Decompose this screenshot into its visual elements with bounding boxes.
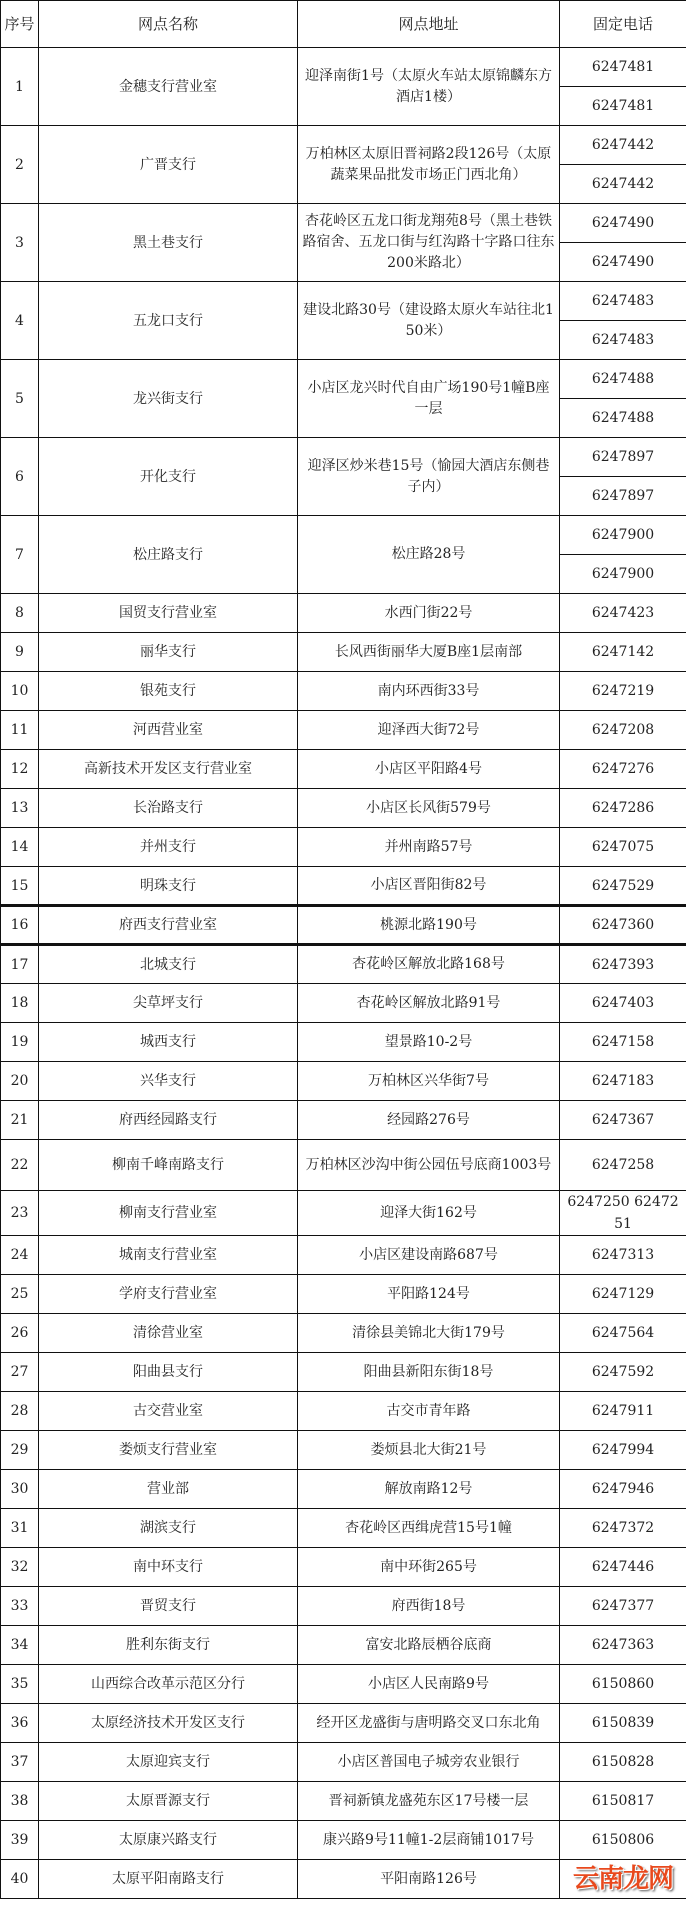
row-number: 27 [1,1353,39,1392]
branch-address: 平阳南路126号 [298,1860,560,1899]
branch-address: 小店区长风街579号 [298,789,560,828]
branch-name: 太原迎宾支行 [39,1743,298,1782]
branch-address: 建设北路30号（建设路太原火车站往北150米） [298,282,560,360]
branch-name: 北城支行 [39,945,298,984]
table-row [1,633,686,672]
table-row [1,1236,686,1275]
branch-address: 小店区龙兴时代自由广场190号1幢B座一层 [298,360,560,438]
branch-name: 古交营业室 [39,1392,298,1431]
branch-phone: 6247250 6247251 [560,1191,686,1236]
branch-phone: 6247490 [560,243,686,282]
branch-phone: 6247360 [560,906,686,945]
table-row [1,1470,686,1509]
row-number: 19 [1,1023,39,1062]
table-row [1,1509,686,1548]
branch-name: 广晋支行 [39,126,298,204]
branch-phone: 6247158 [560,1023,686,1062]
branch-name: 并州支行 [39,828,298,867]
branch-phone: 6150828 [560,1743,686,1782]
row-number: 37 [1,1743,39,1782]
branch-name: 高新技术开发区支行营业室 [39,750,298,789]
branch-name: 明珠支行 [39,867,298,906]
branch-phone: 6247276 [560,750,686,789]
table-row [1,1140,686,1191]
header-address: 网点地址 [298,1,560,48]
row-number: 6 [1,438,39,516]
branch-name: 河西营业室 [39,711,298,750]
table-body [1,48,686,1899]
row-number: 10 [1,672,39,711]
table-row [1,1314,686,1353]
branch-address: 迎泽西大街72号 [298,711,560,750]
branch-address: 杏花岭区西缉虎营15号1幢 [298,1509,560,1548]
branch-phone: 6150806 [560,1821,686,1860]
table-row [1,438,686,477]
branch-phone: 6247897 [560,438,686,477]
table-row [1,672,686,711]
branch-name: 阳曲县支行 [39,1353,298,1392]
branch-name: 晋贸支行 [39,1587,298,1626]
branch-address: 古交市青年路 [298,1392,560,1431]
row-number: 25 [1,1275,39,1314]
row-number: 20 [1,1062,39,1101]
header-no: 序号 [1,1,39,48]
row-number: 35 [1,1665,39,1704]
branch-phone: 6247488 [560,360,686,399]
branch-phone: 6247183 [560,1062,686,1101]
table-row [1,1275,686,1314]
branch-name: 龙兴街支行 [39,360,298,438]
branch-phone: 6247219 [560,672,686,711]
branch-phone: 6247075 [560,828,686,867]
branch-name: 营业部 [39,1470,298,1509]
branch-name: 娄烦支行营业室 [39,1431,298,1470]
table-row [1,789,686,828]
row-number: 5 [1,360,39,438]
branch-name: 太原晋源支行 [39,1782,298,1821]
branch-address: 桃源北路190号 [298,906,560,945]
branch-address: 南中环街265号 [298,1548,560,1587]
branch-address: 晋祠新镇龙盛苑东区17号楼一层 [298,1782,560,1821]
row-number: 28 [1,1392,39,1431]
branch-address: 清徐县美锦北大街179号 [298,1314,560,1353]
table-row [1,516,686,555]
row-number: 22 [1,1140,39,1191]
branch-name: 城西支行 [39,1023,298,1062]
table-row [1,204,686,243]
branch-phone: 6247372 [560,1509,686,1548]
row-number: 21 [1,1101,39,1140]
row-number: 36 [1,1704,39,1743]
table-row [1,1860,686,1899]
branch-phone: 6247488 [560,399,686,438]
row-number: 12 [1,750,39,789]
branch-name: 黑土巷支行 [39,204,298,282]
branch-address: 万柏林区太原旧晋祠路2段126号（太原蔬菜果品批发市场正门西北角） [298,126,560,204]
table-row [1,594,686,633]
row-number: 30 [1,1470,39,1509]
branch-phone [560,1860,686,1899]
branch-address: 水西门街22号 [298,594,560,633]
branch-name: 丽华支行 [39,633,298,672]
branch-phone: 6247564 [560,1314,686,1353]
branch-address: 松庄路28号 [298,516,560,594]
branch-address: 小店区建设南路687号 [298,1236,560,1275]
table-row [1,48,686,87]
watermark-logo: 云南龙网 [572,1864,673,1894]
branch-phone: 6247446 [560,1548,686,1587]
table-row [1,906,686,945]
branch-address: 小店区普国电子城旁农业银行 [298,1743,560,1782]
branch-phone: 6247592 [560,1353,686,1392]
row-number: 31 [1,1509,39,1548]
branch-phone: 6247900 [560,516,686,555]
table-row [1,360,686,399]
branch-address: 康兴路9号11幢1-2层商铺1017号 [298,1821,560,1860]
row-number: 18 [1,984,39,1023]
branch-phone: 6247423 [560,594,686,633]
branch-phone: 6247900 [560,555,686,594]
table-row [1,828,686,867]
branch-address: 小店区人民南路9号 [298,1665,560,1704]
row-number: 39 [1,1821,39,1860]
table-row [1,1392,686,1431]
branch-address: 小店区平阳路4号 [298,750,560,789]
row-number: 14 [1,828,39,867]
branch-phone: 6247481 [560,87,686,126]
branch-address: 解放南路12号 [298,1470,560,1509]
table-row [1,1353,686,1392]
table-row [1,1191,686,1236]
branch-address: 杏花岭区解放北路91号 [298,984,560,1023]
branch-address: 小店区晋阳街82号 [298,867,560,906]
branch-name: 学府支行营业室 [39,1275,298,1314]
branch-name: 湖滨支行 [39,1509,298,1548]
branch-address: 府西街18号 [298,1587,560,1626]
branch-address: 长风西街丽华大厦B座1层南部 [298,633,560,672]
row-number: 33 [1,1587,39,1626]
branch-address: 平阳路124号 [298,1275,560,1314]
branch-phone: 6247442 [560,165,686,204]
branch-address: 万柏林区沙沟中街公园伍号底商1003号 [298,1140,560,1191]
row-number: 1 [1,48,39,126]
branch-name: 太原平阳南路支行 [39,1860,298,1899]
row-number: 9 [1,633,39,672]
branch-name: 银苑支行 [39,672,298,711]
table-row [1,1743,686,1782]
branch-address: 阳曲县新阳东街18号 [298,1353,560,1392]
branch-name: 柳南支行营业室 [39,1191,298,1236]
branch-phone: 6247367 [560,1101,686,1140]
row-number: 29 [1,1431,39,1470]
table-row [1,1782,686,1821]
row-number: 32 [1,1548,39,1587]
branch-phone: 6150860 [560,1665,686,1704]
branch-address: 富安北路辰栖谷底商 [298,1626,560,1665]
row-number: 34 [1,1626,39,1665]
branch-name: 山西综合改革示范区分行 [39,1665,298,1704]
branch-phone: 6247208 [560,711,686,750]
row-number: 11 [1,711,39,750]
table-row [1,1665,686,1704]
branch-phone: 6247258 [560,1140,686,1191]
branch-phone: 6247286 [560,789,686,828]
branch-name: 兴华支行 [39,1062,298,1101]
branch-address: 经开区龙盛街与唐明路交叉口东北角 [298,1704,560,1743]
row-number: 7 [1,516,39,594]
branch-phone: 6247313 [560,1236,686,1275]
table-row [1,1101,686,1140]
row-number: 4 [1,282,39,360]
branch-name: 胜利东街支行 [39,1626,298,1665]
branch-name: 国贸支行营业室 [39,594,298,633]
table-row [1,1704,686,1743]
table-header-row [1,1,686,48]
branch-phone: 6247946 [560,1470,686,1509]
branch-address: 杏花岭区解放北路168号 [298,945,560,984]
branch-address: 迎泽南街1号（太原火车站太原锦麟东方酒店1楼） [298,48,560,126]
table-row [1,711,686,750]
branch-phone: 6247483 [560,282,686,321]
row-number: 16 [1,906,39,945]
table-row [1,126,686,165]
branch-phone: 6247393 [560,945,686,984]
table-row [1,282,686,321]
header-phone: 固定电话 [560,1,686,48]
table-row [1,1431,686,1470]
header-name: 网点名称 [39,1,298,48]
row-number: 13 [1,789,39,828]
branch-phone: 6247897 [560,477,686,516]
branch-phone: 6247442 [560,126,686,165]
table-row [1,945,686,984]
branch-address: 经园路276号 [298,1101,560,1140]
row-number: 38 [1,1782,39,1821]
row-number: 3 [1,204,39,282]
branch-name: 南中环支行 [39,1548,298,1587]
branch-phone: 6150817 [560,1782,686,1821]
row-number: 23 [1,1191,39,1236]
branch-phone: 6247481 [560,48,686,87]
branch-phone: 6247142 [560,633,686,672]
branch-phone: 6247529 [560,867,686,906]
branch-name: 松庄路支行 [39,516,298,594]
branch-phone: 6247377 [560,1587,686,1626]
table-row [1,867,686,906]
table-row [1,1587,686,1626]
branch-phone: 6247994 [560,1431,686,1470]
branch-name: 柳南千峰南路支行 [39,1140,298,1191]
branch-name: 尖草坪支行 [39,984,298,1023]
table-row [1,1821,686,1860]
branch-name: 开化支行 [39,438,298,516]
branch-name: 金穗支行营业室 [39,48,298,126]
branch-name: 府西经园路支行 [39,1101,298,1140]
branch-phone: 6150839 [560,1704,686,1743]
branch-address: 并州南路57号 [298,828,560,867]
branch-name: 府西支行营业室 [39,906,298,945]
branch-phone: 6247483 [560,321,686,360]
branch-address: 迎泽大街162号 [298,1191,560,1236]
branch-name: 五龙口支行 [39,282,298,360]
row-number: 2 [1,126,39,204]
row-number: 17 [1,945,39,984]
branch-phone: 6247363 [560,1626,686,1665]
branch-name: 清徐营业室 [39,1314,298,1353]
branch-phone: 6247911 [560,1392,686,1431]
table-row [1,984,686,1023]
branch-name: 长治路支行 [39,789,298,828]
row-number: 24 [1,1236,39,1275]
branch-address: 娄烦县北大街21号 [298,1431,560,1470]
branch-address: 南内环西街33号 [298,672,560,711]
branch-address: 望景路10-2号 [298,1023,560,1062]
branch-address: 万柏林区兴华街7号 [298,1062,560,1101]
branch-phone: 6247490 [560,204,686,243]
table-row [1,1548,686,1587]
branch-name: 城南支行营业室 [39,1236,298,1275]
branch-phone: 6247129 [560,1275,686,1314]
row-number: 8 [1,594,39,633]
table-row [1,1023,686,1062]
row-number: 26 [1,1314,39,1353]
row-number: 40 [1,1860,39,1899]
branch-address: 迎泽区炒米巷15号（愉园大酒店东侧巷子内） [298,438,560,516]
table-row [1,1062,686,1101]
branch-name: 太原康兴路支行 [39,1821,298,1860]
row-number: 15 [1,867,39,906]
table-row [1,750,686,789]
branch-address: 杏花岭区五龙口街龙翔苑8号（黑土巷铁路宿舍、五龙口街与红沟路十字路口往东200米路北） [298,204,560,282]
branch-name: 太原经济技术开发区支行 [39,1704,298,1743]
table-row [1,1626,686,1665]
branch-phone: 6247403 [560,984,686,1023]
